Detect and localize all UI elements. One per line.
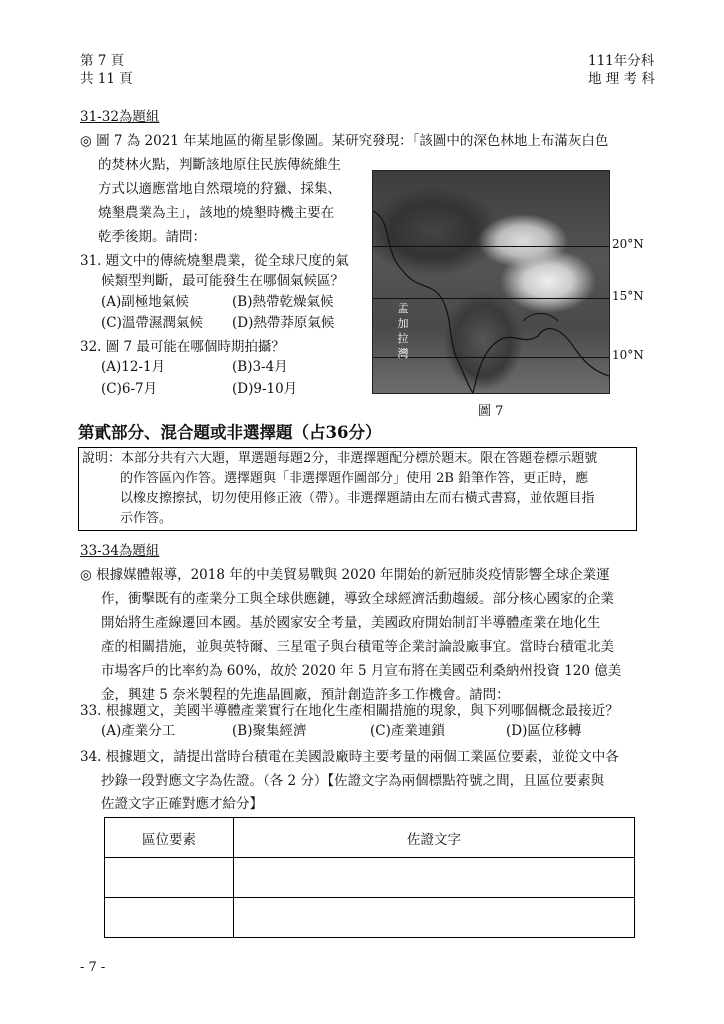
q33-option-c: (C)產業連鎖 <box>370 723 445 739</box>
table-header-evidence: 佐證文字 <box>234 818 635 858</box>
lat-label-15n: 15°N <box>612 289 644 303</box>
q31-option-a: (A)副極地氣候 <box>101 294 189 310</box>
table-header-location-factor: 區位要素 <box>105 818 234 858</box>
figure-caption: 圖 7 <box>478 404 504 419</box>
group-title-31-32: 31-32為題組 <box>80 109 160 125</box>
instructions-line: 的作答區內作答。選擇題與「非選擇題作圖部分」使用 2B 鉛筆作答，更正時，應 <box>120 471 589 486</box>
lat-label-10n: 10°N <box>612 348 644 362</box>
table-row <box>105 898 635 938</box>
question-34-stem: 34. 根據題文，請提出當時台積電在美國設廠時主要考量的兩個工業區位要素，並從文中各 <box>80 749 619 765</box>
q32-option-d: (D)9-10月 <box>232 381 298 397</box>
latitude-line-15n <box>373 298 609 299</box>
q33-option-b: (B)聚集經濟 <box>232 723 307 739</box>
part2-title: 第貳部分、混合題或非選擇題（占36分） <box>78 423 382 442</box>
exam-subject: 地 理 考 科 <box>588 71 655 87</box>
q33-option-a: (A)產業分工 <box>101 723 176 739</box>
intro-line: ◎ 根據媒體報導，2018 年的中美貿易戰與 2020 年開始的新冠肺炎疫情影響全球企業運 <box>80 567 610 583</box>
question-34-stem: 佐證文字正確對應才給分】 <box>101 796 263 812</box>
exam-year: 111年分科 <box>588 53 655 69</box>
total-pages: 共 11 頁 <box>80 71 133 87</box>
q31-option-d: (D)熱帶莽原氣候 <box>232 315 335 331</box>
intro-line: 的焚林火點，判斷該地原住民族傳統維生 <box>98 157 341 173</box>
q32-option-c: (C)6-7月 <box>101 381 158 397</box>
answer-cell-factor[interactable] <box>105 898 234 938</box>
intro-line: 方式以適應當地自然環境的狩獵、採集、 <box>98 181 341 197</box>
table-row <box>105 858 635 898</box>
intro-line: 燒墾農業為主」，該地的燒墾時機主要在 <box>98 205 335 221</box>
instructions-line: 示作答。 <box>120 511 173 526</box>
page-footer-number: - 7 - <box>80 960 106 975</box>
intro-line: 金，興建 5 奈米製程的先進晶圓廠，預計創造許多工作機會。請問： <box>101 687 510 703</box>
instructions-line: 說明：本部分共有六大題，單選題每題2分，非選擇題配分標於題末。限在答題卷標示題號 <box>82 451 598 466</box>
q31-option-b: (B)熱帶乾燥氣候 <box>232 294 334 310</box>
answer-cell-evidence[interactable] <box>234 898 635 938</box>
question-31-stem: 候類型判斷，最可能發生在哪個氣候區？ <box>101 273 344 289</box>
q32-option-a: (A)12-1月 <box>101 359 166 375</box>
answer-cell-evidence[interactable] <box>234 858 635 898</box>
lat-label-20n: 20°N <box>612 237 644 251</box>
q33-option-d: (D)區位移轉 <box>506 723 582 739</box>
intro-line: 市場客戶的比率約為 60%，故於 2020 年 5 月宣布將在美國亞利桑納州投資 120 億美 <box>101 663 622 679</box>
question-33-stem: 33. 根據題文，美國半導體產業實行在地化生產相關措施的現象，與下列哪個概念最接近？ <box>80 703 619 719</box>
bay-of-bengal-label: 孟 加 拉 灣 <box>397 302 409 360</box>
intro-line: 產的相關措施，並與英特爾、三星電子與台積電等企業討論設廠事宜。當時台積電北美 <box>101 639 614 655</box>
question-34-stem: 抄錄一段對應文字為佐證。（各 2 分）【佐證文字為兩個標點符號之間，且區位要素與 <box>101 773 605 789</box>
group-title-33-34: 33-34為題組 <box>80 543 160 559</box>
latitude-line-20n <box>373 246 609 247</box>
satellite-image <box>372 170 610 394</box>
answer-cell-factor[interactable] <box>105 858 234 898</box>
page-number-header: 第 7 頁 <box>80 53 125 69</box>
intro-line: 作，衝擊既有的產業分工與全球供應鏈，導致全球經濟活動趨緩。部分核心國家的企業 <box>101 591 614 607</box>
q32-option-b: (B)3-4月 <box>232 359 288 375</box>
question-31-stem: 31. 題文中的傳統燒墾農業，從全球尺度的氣 <box>80 253 349 269</box>
instructions-line: 以橡皮擦擦拭，切勿使用修正液（帶）。非選擇題請由左而右橫式書寫，並依題目指 <box>120 491 595 506</box>
q31-option-c: (C)溫帶濕潤氣候 <box>101 315 203 331</box>
intro-line: 開始將生產線遷回本國。基於國家安全考量，美國政府開始制訂半導體產業在地化生 <box>101 615 601 631</box>
intro-line: 乾季後期。請問： <box>98 229 206 245</box>
question-32-stem: 32. 圖 7 最可能在哪個時期拍攝？ <box>80 339 285 355</box>
answer-table <box>104 817 635 938</box>
intro-line: ◎ 圖 7 為 2021 年某地區的衛星影像圖。某研究發現：「該圖中的深色林地上布滿灰白色 <box>80 133 609 149</box>
